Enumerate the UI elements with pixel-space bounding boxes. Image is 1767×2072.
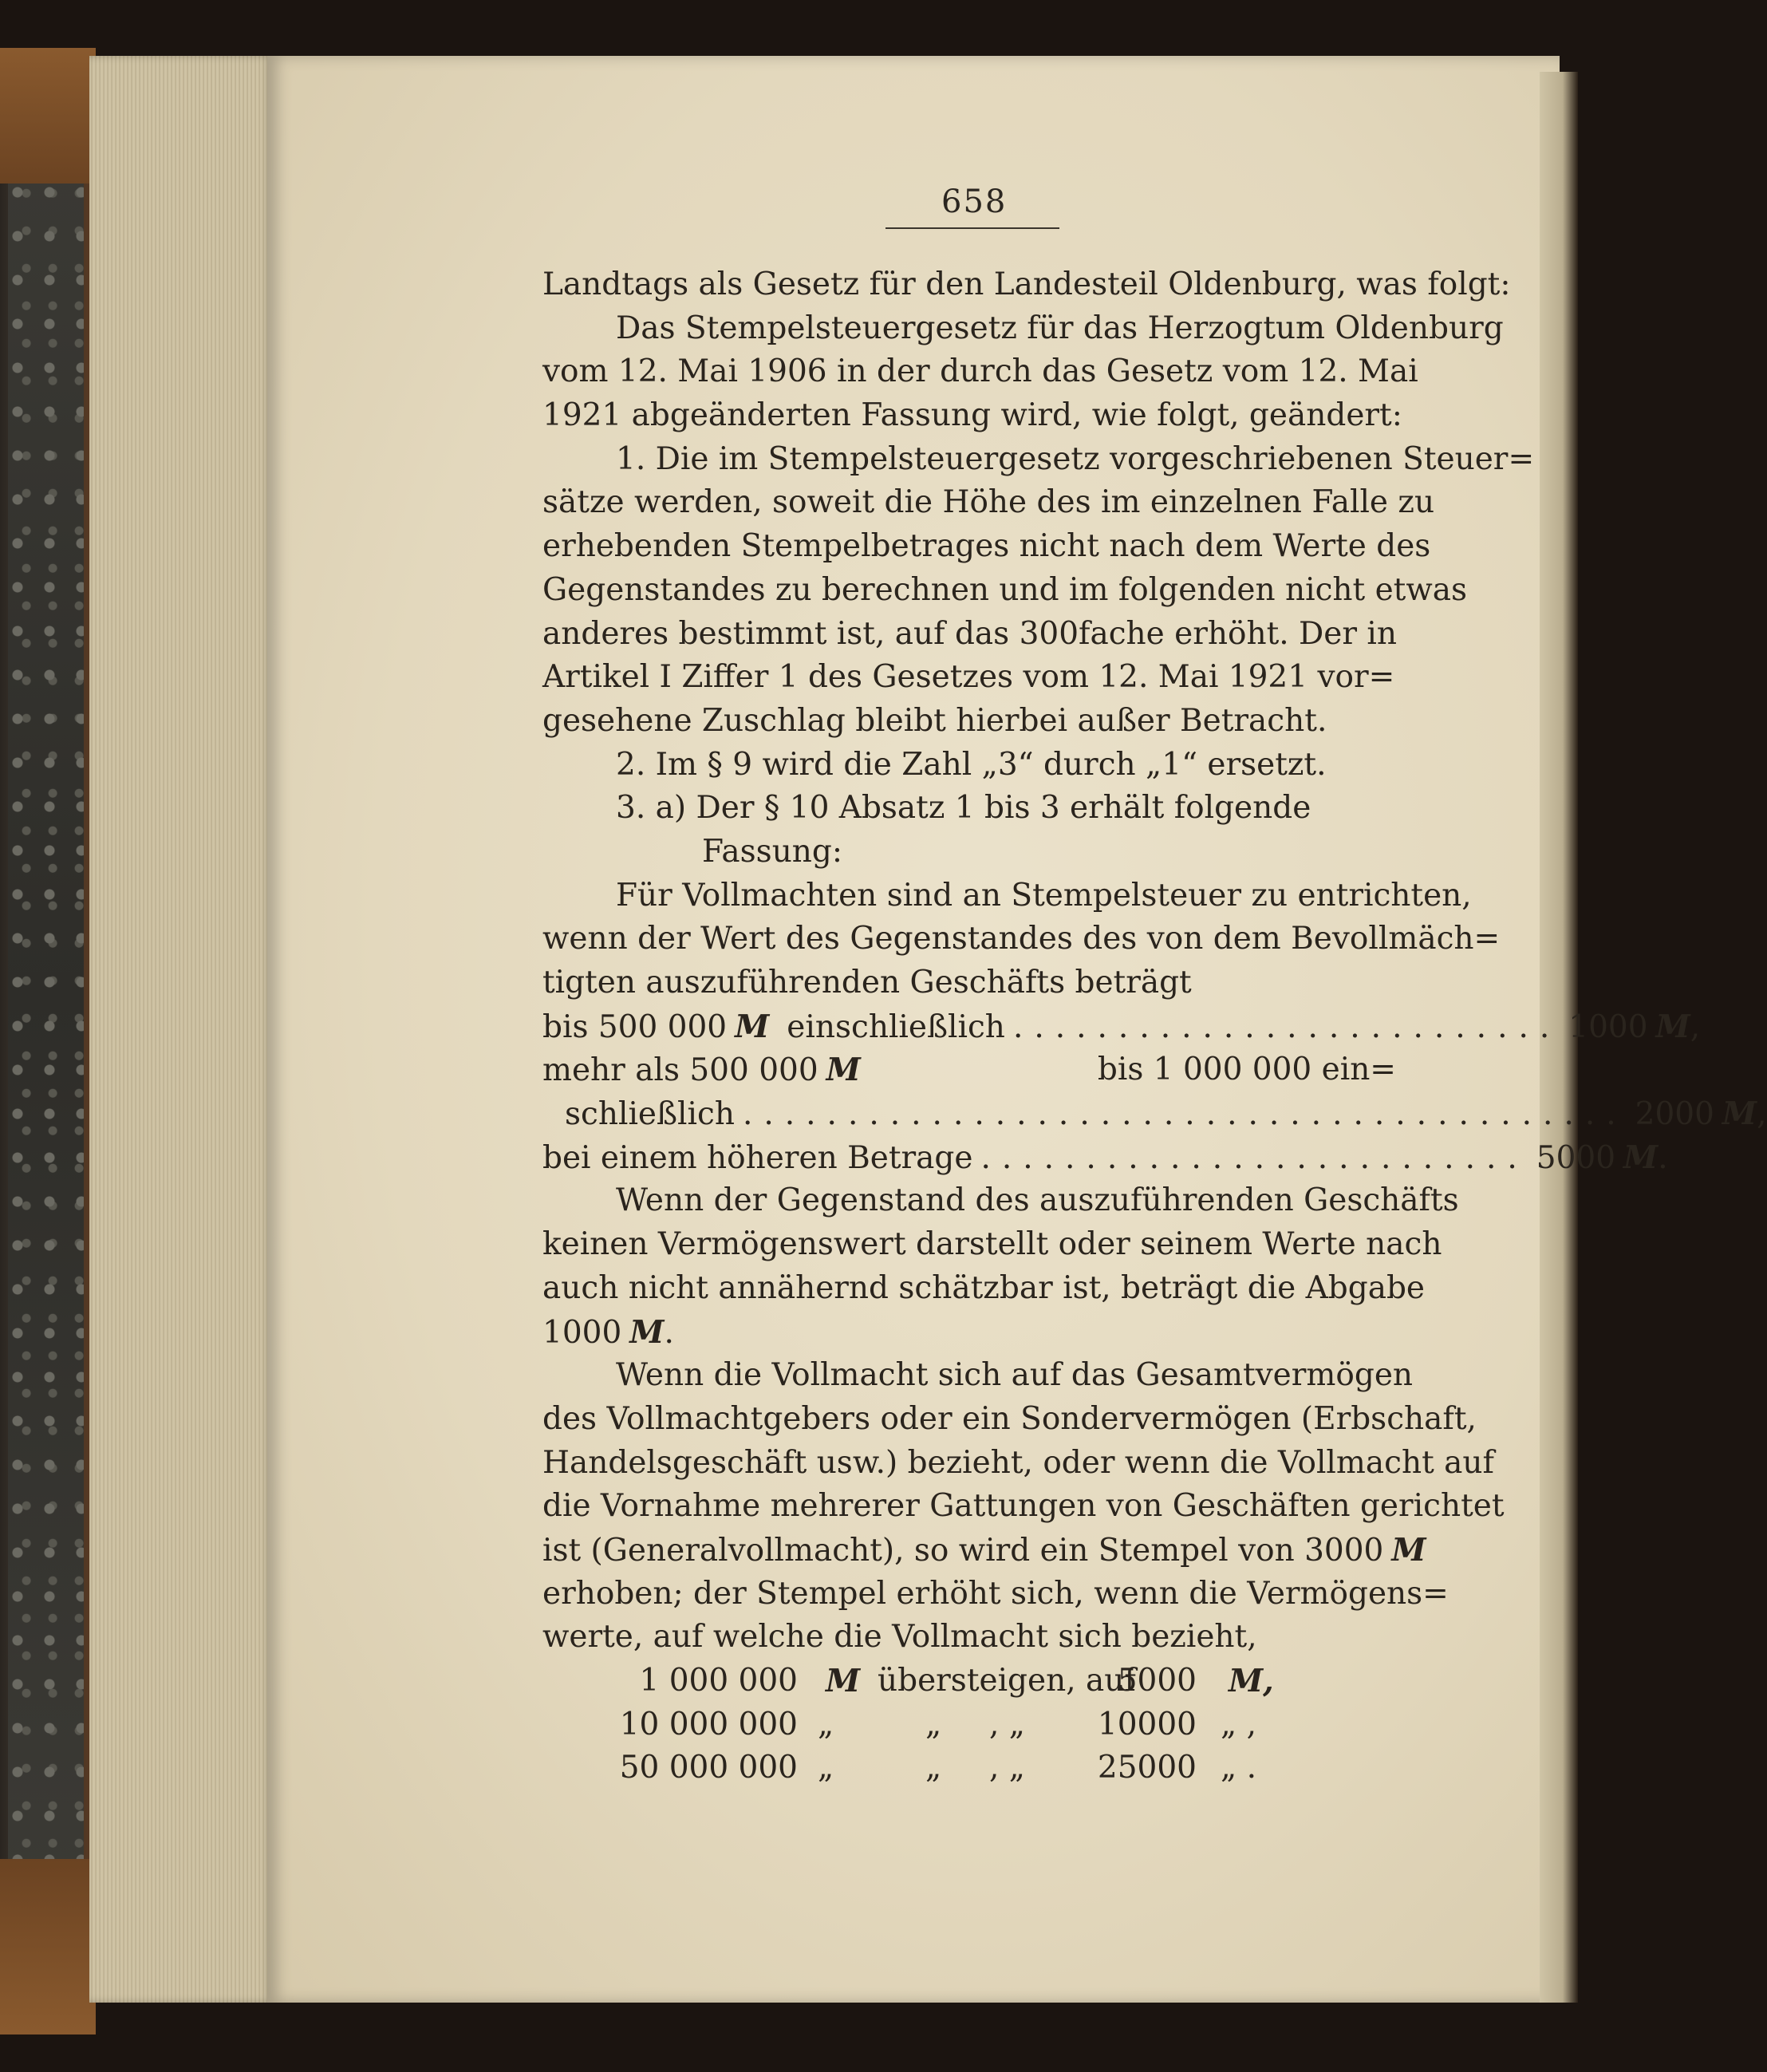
scale-end: M, <box>1229 1663 1274 1699</box>
mark-symbol: M <box>735 1008 770 1045</box>
scale-end: „ , <box>1221 1706 1256 1742</box>
line-text: werte, auf welche die Vollmacht sich bezieht, <box>542 1619 1257 1656</box>
text-line <box>542 700 1396 744</box>
scale-row <box>542 1660 1396 1703</box>
rate-line <box>542 1136 1668 1180</box>
line-text: auch nicht annähernd schätzbar ist, beträgt die Abgabe <box>542 1269 1426 1306</box>
line-text: vom 12. Mai 1906 in der durch das Gesetz vom 12. Mai <box>542 353 1418 390</box>
text-line <box>542 1529 1426 1573</box>
page-text <box>542 263 1767 1790</box>
line-text: 3. a) Der § 10 Absatz 1 bis 3 erhält folgende <box>616 790 1311 827</box>
line-text: des Vollmachtgebers oder ein Sondervermögen (Erbschaft, <box>542 1400 1477 1437</box>
text-line <box>542 1616 1396 1660</box>
line-text: Artikel I Ziffer 1 des Gesetzes vom 12. Mai 1921 vor= <box>542 659 1395 696</box>
rate-range: mehr als 500 000 <box>542 1052 818 1089</box>
text-line <box>542 874 1472 918</box>
scale-table <box>542 1660 1396 1790</box>
leather-corner-top <box>0 48 96 184</box>
rate-amount: 1000 <box>1568 1008 1648 1045</box>
ditto-mark: „ <box>925 1750 942 1786</box>
line-text: Wenn der Gegenstand des auszuführenden Geschäfts <box>616 1182 1459 1219</box>
ditto-mark: , „ <box>989 1706 1025 1742</box>
line-with-mark <box>542 1529 1426 1573</box>
line-text: anderes bestimmt ist, auf das 300fache erhöht. Der in <box>542 615 1398 652</box>
line-text: Handelsgeschäft usw.) bezieht, oder wenn die Vollmacht auf <box>542 1444 1494 1481</box>
line-text: keinen Vermögenswert darstellt oder seinem Werte nach <box>542 1226 1442 1263</box>
line-text: Das Stempelsteuergesetz für das Herzogtum Oldenburg <box>616 310 1504 346</box>
line-text: erhebenden Stempelbetrages nicht nach dem Werte des <box>542 528 1431 565</box>
line-text: gesehene Zuschlag bleibt hierbei außer Betracht. <box>542 702 1327 739</box>
scale-row <box>542 1746 1396 1790</box>
rate-qualifier: schließlich <box>565 1096 735 1133</box>
rate-range: bei einem höheren Betrage <box>542 1139 973 1176</box>
text-line <box>542 481 1435 525</box>
rate-amount: 2000 <box>1635 1096 1714 1133</box>
line-text: Fassung: <box>702 833 843 870</box>
text-line <box>542 613 1396 657</box>
scale-amount: 5000 <box>1117 1663 1197 1699</box>
leader-dots: .......................................... <box>742 1096 1627 1133</box>
text-line <box>542 656 1396 700</box>
line-text: 1921 abgeänderten Fassung wird, wie folgt, geändert: <box>542 397 1402 434</box>
text-line <box>542 350 1418 394</box>
scale-threshold: 10 000 000 <box>619 1706 798 1742</box>
text-line <box>542 787 1396 831</box>
leader-dots: .......................... <box>1012 1008 1561 1045</box>
page-edges <box>89 56 273 2003</box>
marbled-board <box>8 96 84 1891</box>
mark-symbol: M <box>1722 1095 1757 1133</box>
scale-threshold: 1 000 000 <box>639 1663 798 1699</box>
text-line <box>542 525 1431 569</box>
text-line <box>542 918 1501 961</box>
page-number: 658 <box>941 184 1008 220</box>
line-text: 1. Die im Stempelsteuergesetz vorgeschriebenen Steuer= <box>616 440 1535 477</box>
line-text: erhoben; der Stempel erhöht sich, wenn die Vermögens= <box>542 1575 1449 1612</box>
line-text: sätze werden, soweit die Höhe des im einzelnen Falle zu <box>542 484 1435 521</box>
scale-row <box>542 1703 1396 1747</box>
text-line <box>542 1485 1505 1529</box>
rate-range-line <box>542 1048 861 1092</box>
text-line <box>542 1223 1442 1267</box>
leather-corner-bottom <box>0 1859 96 2035</box>
rate-amount-line: 2000 M, <box>1635 1092 1767 1137</box>
line-text: Landtags als Gesetz für den Landesteil Oldenburg, was folgt: <box>542 266 1511 302</box>
line-text: 1000 <box>542 1314 622 1351</box>
mark-symbol: M <box>1655 1008 1690 1045</box>
mark-symbol: M <box>1623 1139 1659 1176</box>
text-line <box>542 744 1396 787</box>
scale-amount: 25000 <box>1097 1750 1197 1786</box>
rate-line <box>542 1005 1701 1049</box>
text-line <box>542 1573 1449 1616</box>
ditto-mark: „ <box>925 1706 942 1742</box>
page-number-rule <box>885 227 1059 229</box>
rate-amount: 5000 <box>1536 1139 1616 1176</box>
mark-symbol: M <box>1391 1531 1426 1569</box>
text-line <box>542 831 1396 874</box>
rate-line <box>542 1048 1396 1092</box>
line-text: tigten auszuführenden Geschäfts beträgt <box>542 965 1192 1000</box>
mark-symbol: M <box>826 1052 861 1089</box>
text-line <box>542 263 1511 307</box>
text-line <box>542 1354 1414 1398</box>
mark-symbol: M <box>826 1663 861 1699</box>
scale-text: übersteigen, auf <box>878 1663 1136 1699</box>
rate-range: bis 500 000 <box>542 1008 728 1045</box>
rate-amount-line: 1000 M, <box>1568 1005 1700 1050</box>
mark-symbol: M <box>629 1313 665 1351</box>
text-line <box>542 1179 1459 1223</box>
rate-line <box>542 1092 1767 1136</box>
rate-qualifier: einschließlich <box>787 1008 1005 1045</box>
ditto-mark: „ <box>818 1706 834 1742</box>
text-line: 1000 M. <box>542 1311 1396 1355</box>
text-line <box>542 569 1467 613</box>
rate-range-upper: bis 1 000 000 ein= <box>1097 1052 1396 1088</box>
text-line <box>542 1398 1477 1442</box>
text-line <box>542 438 1535 482</box>
line-text: 2. Im § 9 wird die Zahl „3“ durch „1“ ersetzt. <box>616 746 1327 783</box>
scale-threshold: 50 000 000 <box>619 1750 798 1786</box>
ditto-mark: „ <box>818 1750 834 1786</box>
line-text: wenn der Wert des Gegenstandes des von dem Bevollmäch= <box>542 921 1501 957</box>
text-line <box>542 307 1504 351</box>
line-text: ist (Generalvollmacht), so wird ein Stempel von 3000 <box>542 1532 1384 1569</box>
rate-amount-line: 5000 M. <box>1536 1136 1668 1181</box>
line-text: Für Vollmachten sind an Stempelsteuer zu entrichten, <box>616 877 1472 914</box>
text-line <box>542 1442 1494 1486</box>
scale-end: „ . <box>1221 1750 1256 1786</box>
scale-amount: 10000 <box>1097 1706 1197 1742</box>
ditto-mark: , „ <box>989 1750 1025 1786</box>
leader-dots: .......................... <box>980 1139 1528 1176</box>
line-text: Gegenstandes zu berechnen und im folgenden nicht etwas <box>542 571 1467 608</box>
line-text: Wenn die Vollmacht sich auf das Gesamtvermögen <box>616 1357 1414 1394</box>
text-line <box>542 961 1396 1005</box>
text-line <box>542 1267 1426 1311</box>
line-text: die Vornahme mehrerer Gattungen von Geschäften gerichtet <box>542 1488 1505 1525</box>
text-line <box>542 394 1402 438</box>
